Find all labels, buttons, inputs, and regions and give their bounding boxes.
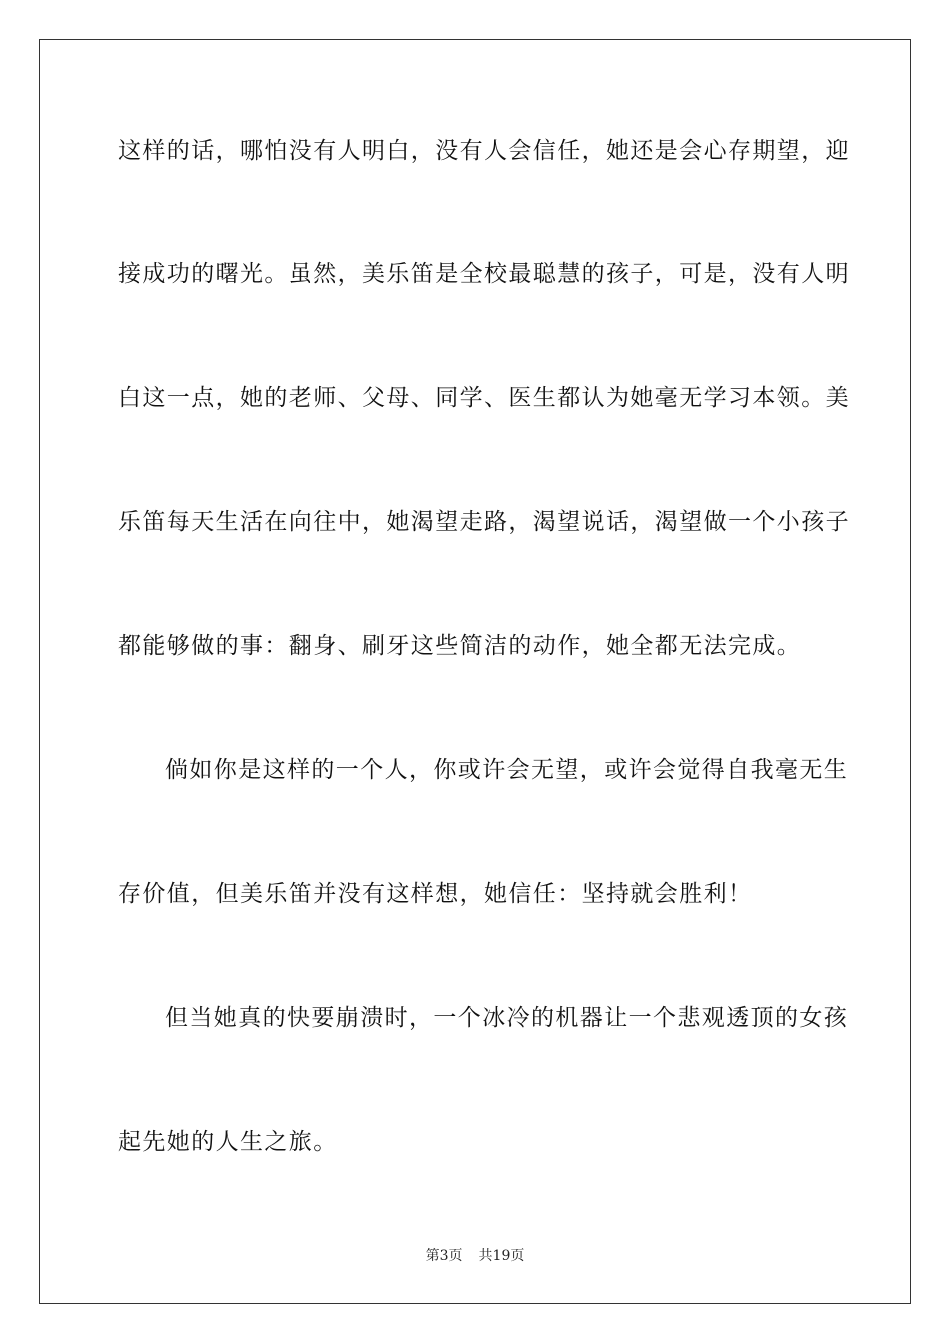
text-line-5: 都能够做的事：翻身、刷牙这些简洁的动作，她全都无法完成。 (118, 633, 802, 659)
text-line-3: 白这一点，她的老师、父母、同学、医生都认为她毫无学习本领。美 (118, 385, 850, 411)
page-footer (0, 1246, 950, 1266)
text-line-8: 但当她真的快要崩溃时，一个冰冷的机器让一个悲观透顶的女孩 (165, 1005, 849, 1031)
page-total: 共19页 (478, 1248, 525, 1264)
text-line-6: 倘如你是这样的一个人，你或许会无望，或许会觉得自我毫无生 (165, 757, 849, 783)
text-line-1: 这样的话，哪怕没有人明白，没有人会信任，她还是会心存期望，迎 (118, 138, 850, 164)
page-number: 第3页 (425, 1248, 463, 1264)
text-line-7: 存价值，但美乐笛并没有这样想，她信任：坚持就会胜利！ (118, 881, 753, 907)
text-line-2: 接成功的曙光。虽然，美乐笛是全校最聪慧的孩子，可是，没有人明 (118, 261, 850, 287)
text-line-4: 乐笛每天生活在向往中，她渴望走路，渴望说话，渴望做一个小孩子 (118, 509, 850, 535)
page-border (39, 39, 911, 1304)
text-line-9: 起先她的人生之旅。 (118, 1129, 338, 1155)
